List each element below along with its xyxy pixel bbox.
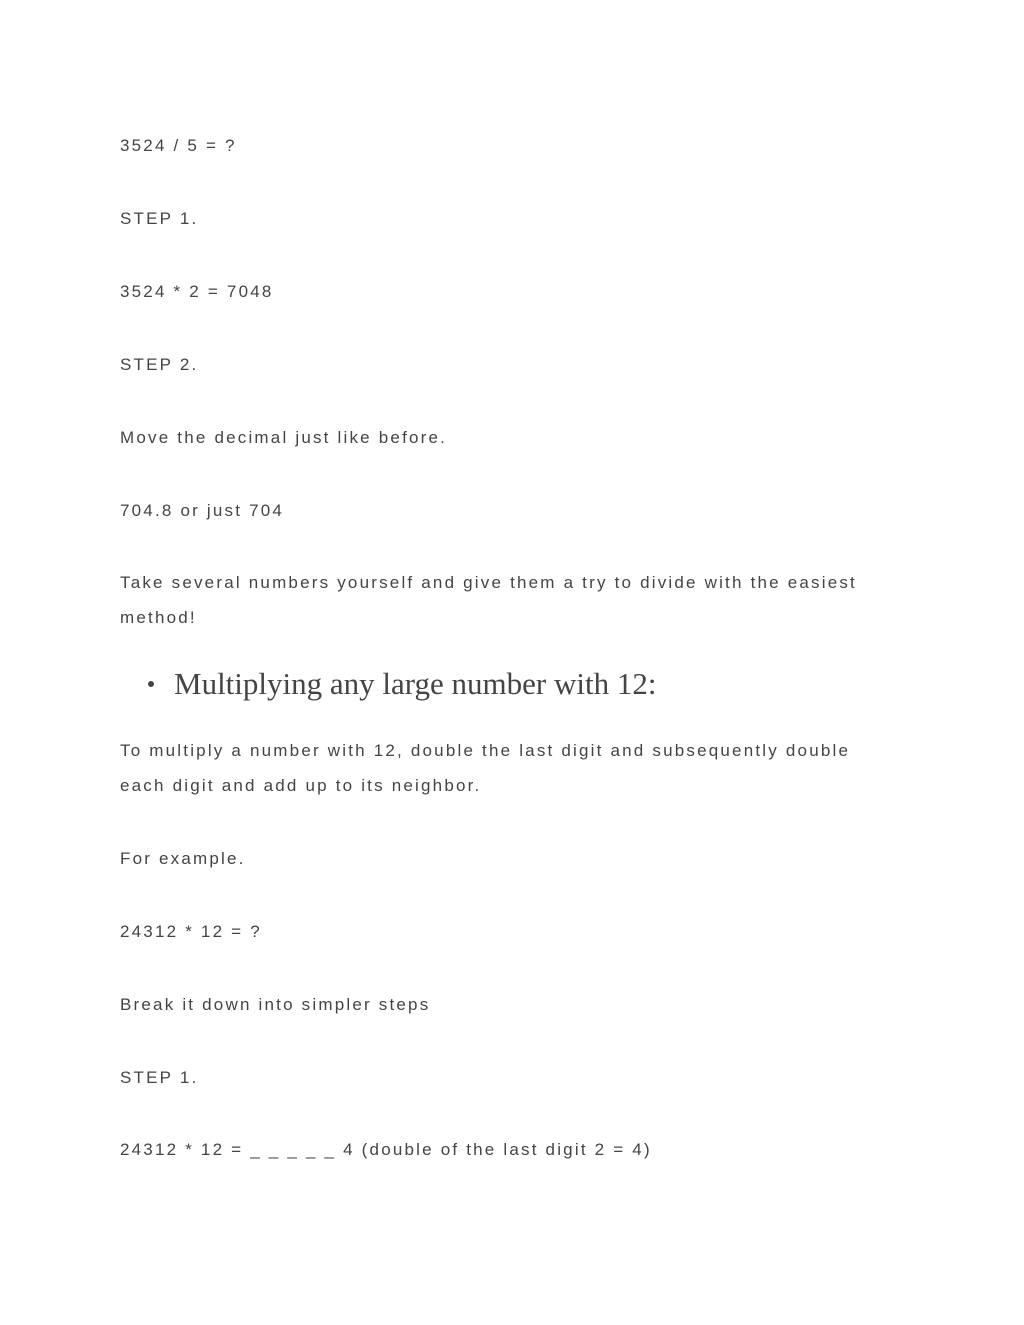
section-heading: Multiplying any large number with 12: <box>174 666 657 701</box>
bullet-icon <box>148 681 154 687</box>
example-problem: 24312 * 12 = ? <box>120 922 262 941</box>
step-2-text: Move the decimal just like before. <box>120 428 448 447</box>
practice-paragraph: Take several numbers yourself and give them a try to divide with the easiest method! <box>120 573 857 627</box>
step-1-label: STEP 1. <box>120 209 199 228</box>
intro-paragraph: To multiply a number with 12, double the last digit and subsequently double each digit and add up to its neighbor. <box>120 741 851 795</box>
example-step-1-calculation: 24312 * 12 = _ _ _ _ _ 4 (double of the last digit 2 = 4) <box>120 1140 652 1159</box>
division-problem: 3524 / 5 = ? <box>120 136 237 155</box>
section-heading-item <box>148 662 656 706</box>
step-2-label: STEP 2. <box>120 355 199 374</box>
example-label: For example. <box>120 849 246 868</box>
division-result: 704.8 or just 704 <box>120 501 285 520</box>
example-step-1-label: STEP 1. <box>120 1068 199 1087</box>
breakdown-text: Break it down into simpler steps <box>120 995 431 1014</box>
step-1-calculation: 3524 * 2 = 7048 <box>120 282 274 301</box>
